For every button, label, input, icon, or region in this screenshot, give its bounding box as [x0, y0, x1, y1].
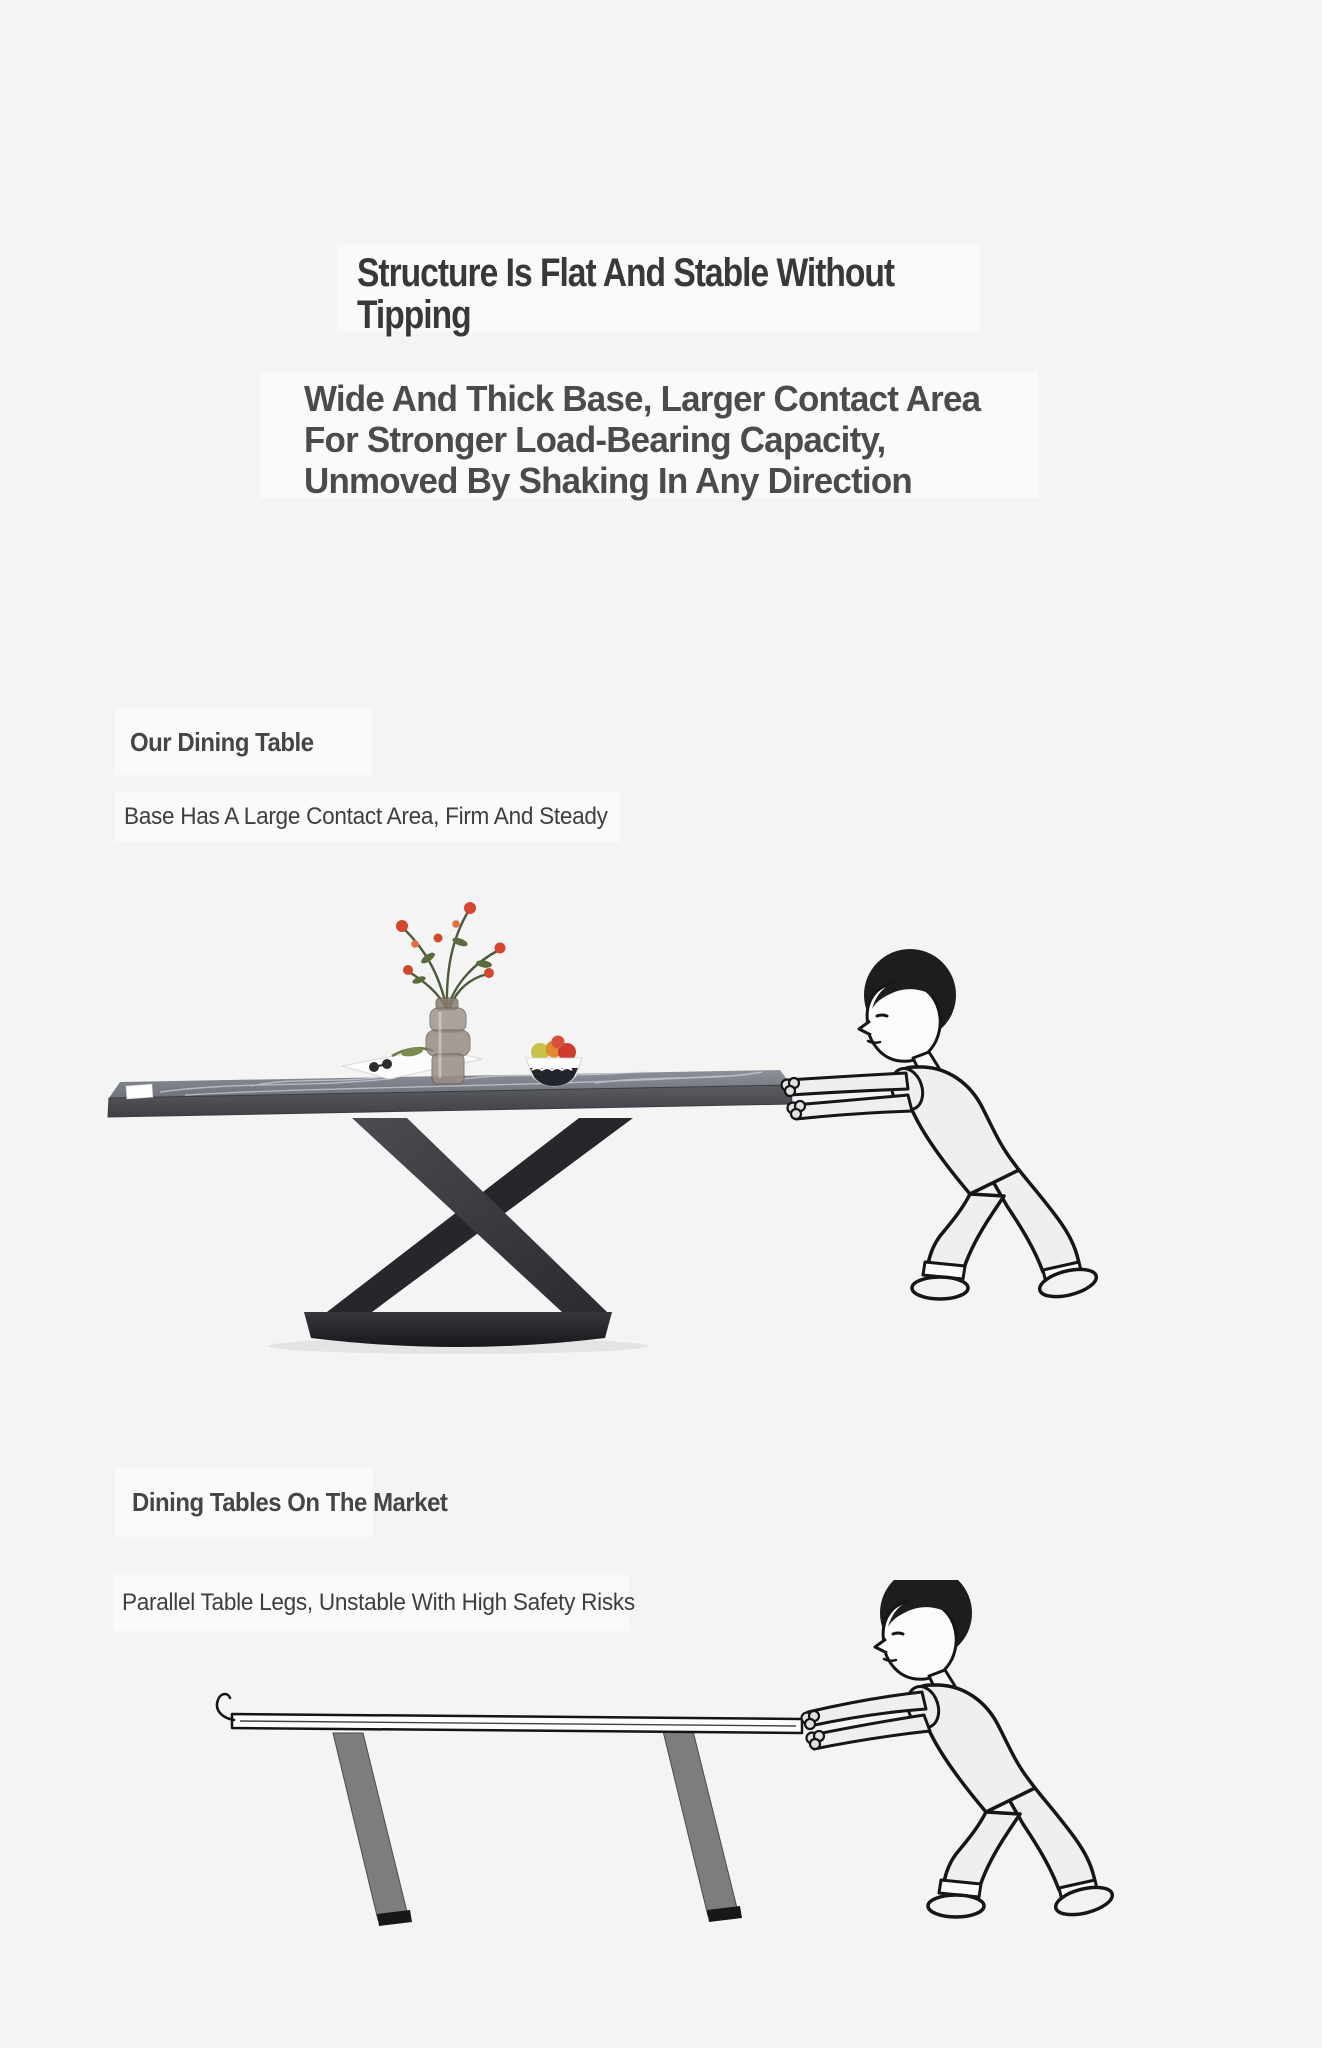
pushing-arms — [802, 1692, 931, 1749]
corner-tag — [126, 1084, 153, 1099]
page-title-line-1: Structure Is Flat And Stable Without — [357, 251, 895, 295]
page-subtitle — [260, 372, 1038, 501]
x-pedestal-base — [304, 1118, 633, 1347]
glass-vase — [426, 998, 470, 1084]
page-subtitle-line-1: Wide And Thick Base, Larger Contact Area — [304, 378, 981, 419]
flower-stems — [403, 910, 499, 1010]
hero-subtitle-box — [260, 372, 1038, 502]
hero-title-box — [337, 243, 980, 337]
pushing-person — [802, 1580, 1116, 1920]
pushing-person — [782, 949, 1100, 1302]
section-description-ours: Base Has A Large Contact Area, Firm And Steady — [124, 803, 608, 830]
page-title — [337, 243, 980, 336]
page-title-line-2: Tipping — [357, 293, 471, 337]
section-heading-box-ours — [115, 709, 372, 775]
page-subtitle-line-2: For Stronger Load-Bearing Capacity, — [304, 419, 886, 461]
fruit-bowl — [526, 1036, 582, 1087]
pushing-arms — [782, 1073, 913, 1119]
section-description-box-ours — [115, 792, 620, 842]
section-heading-ours: Our Dining Table — [130, 727, 314, 757]
parallel-legs — [333, 1731, 742, 1926]
section-heading-box-market — [115, 1467, 448, 1537]
section-heading-market: Dining Tables On The Market — [132, 1487, 448, 1517]
leaves — [411, 936, 492, 985]
stable-table-illustration — [90, 880, 1190, 1360]
tipping-table-illustration — [100, 1580, 1200, 2048]
section-description-market: Parallel Table Legs, Unstable With High Safety Risks — [122, 1589, 635, 1616]
page-subtitle-line-3: Unmoved By Shaking In Any Direction — [304, 460, 912, 502]
thin-table-top — [217, 1694, 802, 1733]
